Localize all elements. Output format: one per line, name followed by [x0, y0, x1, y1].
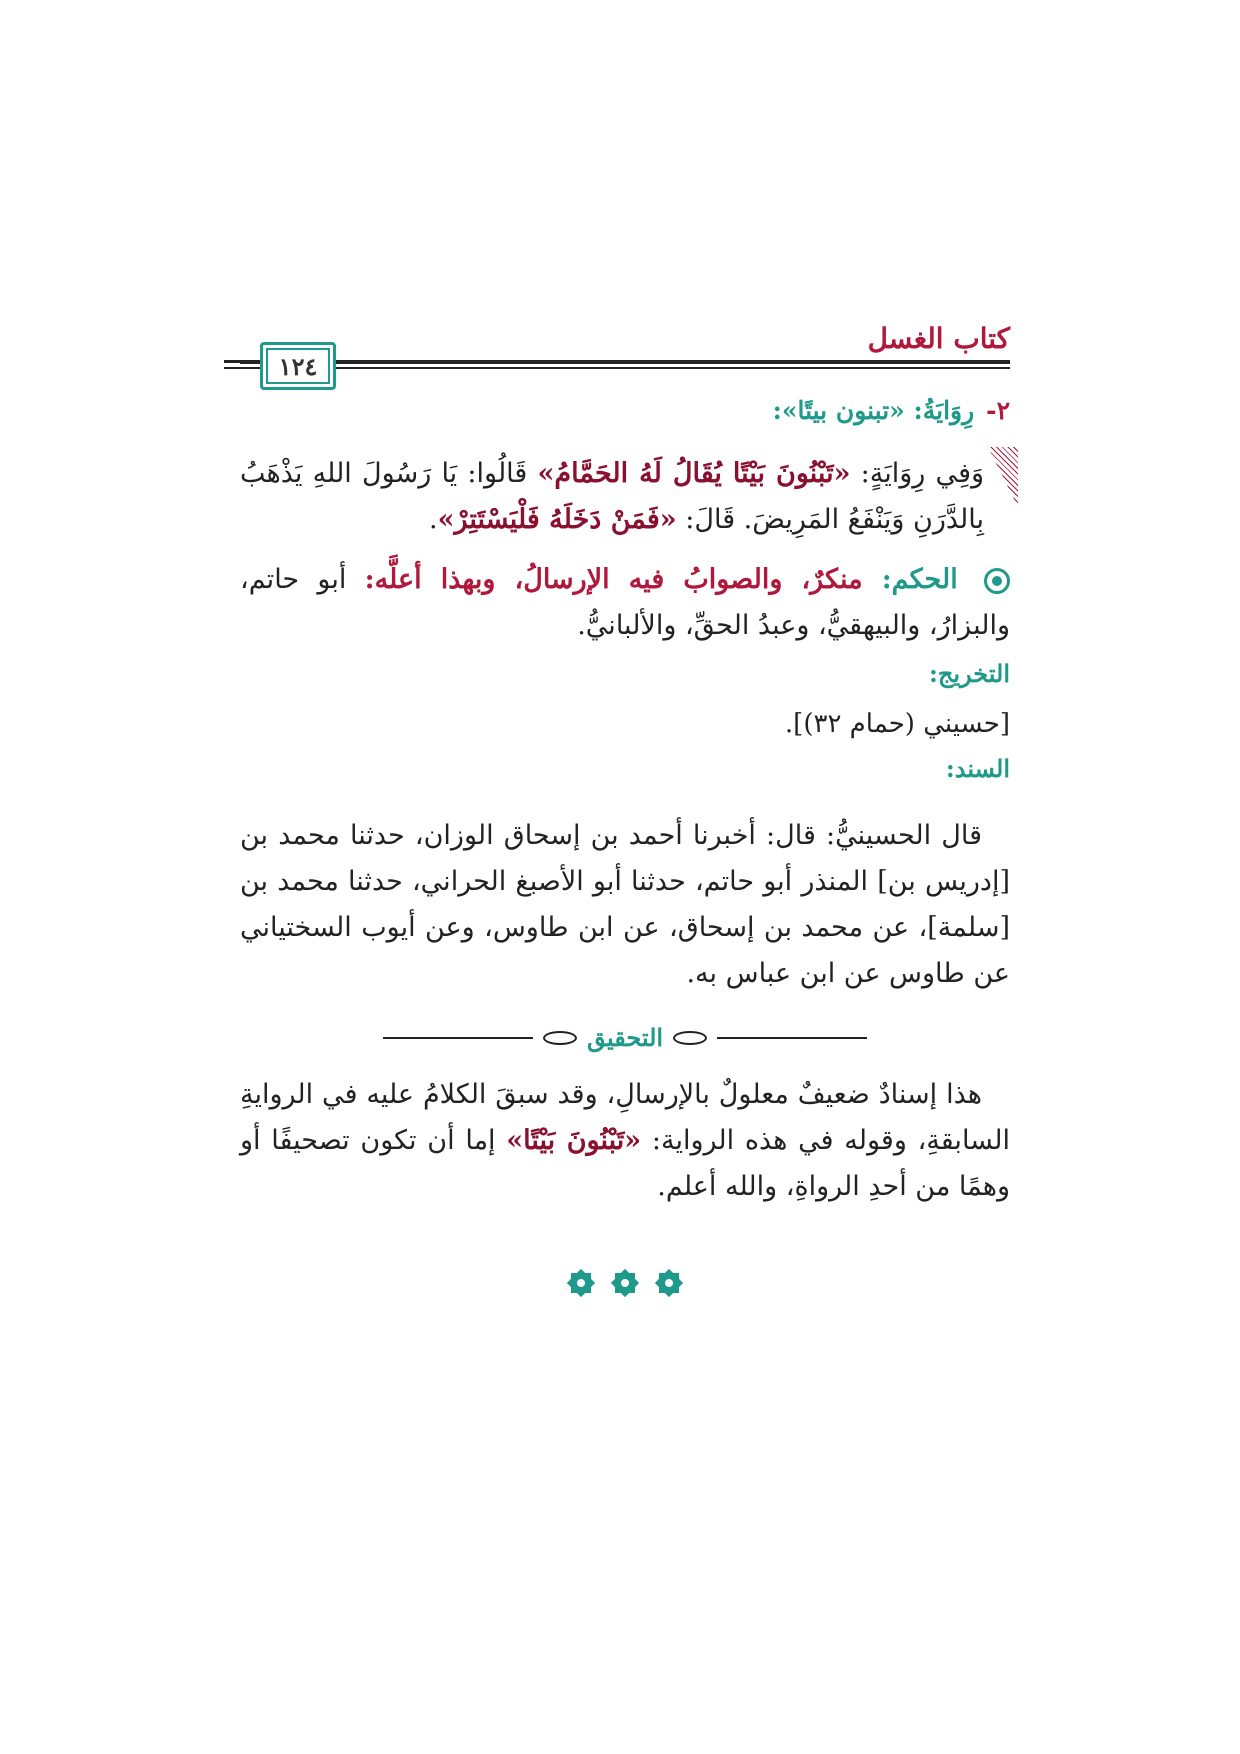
header-rule-thin: [240, 367, 1010, 369]
book-title: كتاب الغسل: [867, 322, 1010, 355]
star-ornament-icon: [568, 1270, 594, 1296]
section-number: ٢-: [986, 396, 1010, 425]
header-rule: [240, 360, 1010, 364]
tahqiq-text-after: إما أن تكون تصحيفًا أو وهمًا من أحدِ الرواةِ، والله أعلم.: [240, 1125, 1010, 1202]
sanad-heading: السند:: [945, 754, 1010, 783]
hadith-middle: قَالُوا: يَا رَسُولَ اللهِ يَذْهَبُ بِالدَّرَنِ وَيَنْفَعُ المَرِيضَ. قَالَ:: [240, 458, 984, 535]
divider-line: [717, 1037, 867, 1039]
divider-line: [383, 1037, 533, 1039]
ruling-text: أبو حاتم، والبزارُ، والبيهقيُّ، وعبدُ الحقِّ، والألبانيُّ.: [240, 564, 1010, 641]
sanad-text: قال الحسينيُّ: قال: أخبرنا أحمد بن إسحاق الوزان، حدثنا محمد بن [إدريس بن] المنذر أبو حاتم، حدثنا أبو الأصبغ الحراني، حدثنا محمد بن [سلمة]، عن محمد بن إسحاق، عن ابن طاوس، وعن أيوب السختياني عن طاوس عن ابن عباس به.: [240, 820, 1010, 989]
page-number: ١٢٤: [278, 351, 318, 381]
hadith-intro: وَفِي رِوَايَةٍ:: [850, 458, 985, 489]
book-page: [240, 300, 1010, 1296]
divider-ornament-icon: [543, 1031, 577, 1045]
star-ornament-icon: [612, 1270, 638, 1296]
star-ornament-icon: [656, 1270, 682, 1296]
hadith-text: [240, 451, 1010, 543]
ruling-verdict: منكرٌ، والصوابُ فيه الإرسالُ، وبهذا أعلَّه:: [364, 564, 882, 595]
header-rule-end: [224, 360, 248, 369]
hadith-quote-2: «فَمَنْ دَخَلَهُ فَلْيَسْتَتِرْ»: [437, 504, 677, 535]
ruling-label: الحكم:: [881, 564, 958, 595]
tahqiq-text-before: هذا إسنادٌ ضعيفٌ معلولٌ بالإرسالِ، وقد سبقَ الكلامُ عليه في الروايةِ السابقةِ، وقوله في هذه الرواية:: [240, 1079, 1010, 1156]
end-ornaments: [240, 1270, 1010, 1296]
page-number-frame: [260, 342, 336, 390]
section-title: رِوَايَةُ: «تبنون بيتًا»:: [772, 396, 975, 425]
section-heading: [240, 396, 1010, 425]
tahqiq-text: [240, 1072, 1010, 1210]
tahqiq-heading: التحقيق: [586, 1023, 664, 1052]
ruling-paragraph: [240, 557, 1010, 649]
corner-ornament-icon: [988, 447, 1018, 507]
divider-ornament-icon: [673, 1031, 707, 1045]
takhrij-heading: التخريج:: [929, 659, 1010, 688]
tahqiq-divider: [240, 1023, 1010, 1052]
page-header: [240, 300, 1010, 386]
hadith-quote-1: «تَبْنُونَ بَيْتًا يُقَالُ لَهُ الحَمَّامُ»: [537, 458, 851, 489]
flower-bullet-icon: [984, 568, 1010, 594]
tahqiq-quote: «تَبْنُونَ بَيْتًا»: [506, 1125, 642, 1156]
hadith-end: .: [429, 504, 438, 535]
takhrij-text: [حسيني (حمام ٣٢)].: [784, 709, 1010, 739]
